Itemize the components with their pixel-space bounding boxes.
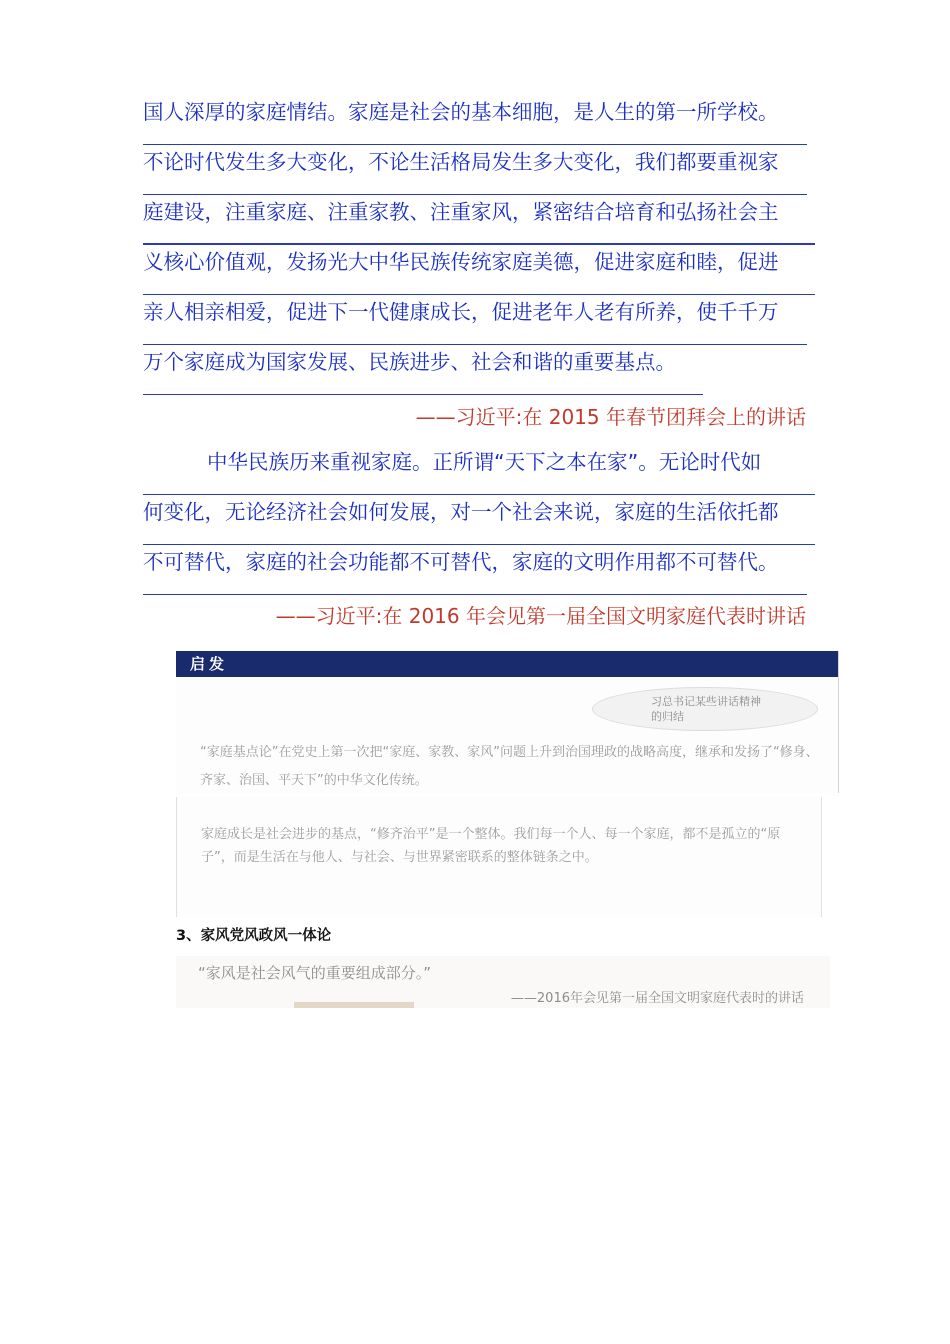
quote-2-line: 何变化，无论经济社会如何发展，对一个社会来说，家庭的生活依托都 [143,495,815,545]
family-style-panel [176,956,830,1008]
quote-1-line: 义核心价值观，发扬光大中华民族传统家庭美德，促进家庭和睦，促进 [143,245,815,295]
quote-1-line: 万个家庭成为国家发展、民族进步、社会和谐的重要基点。 [143,345,703,395]
quote-2-line: 不可替代，家庭的社会功能都不可替代，家庭的文明作用都不可替代。 [143,545,807,595]
speech-bubble-text: 习总书记某些讲话精神的归结 [651,695,761,723]
quote-2-citation: ——习近平:在 2016 年会见第一届全国文明家庭代表时讲话 [275,604,806,628]
quote-1-line: 庭建设，注重家庭、注重家教、注重家风，紧密结合培育和弘扬社会主 [143,195,815,245]
quote-1-line: 亲人相亲相爱，促进下一代健康成长，促进老年人老有所养，使千千万 [143,295,807,345]
photo-thumbnail [294,1002,414,1008]
inspiration-panel [176,651,839,793]
family-style-quote: “家风是社会风气的重要组成部分。” [198,964,432,982]
explanation-panel [176,797,822,917]
speech-bubble [592,687,818,731]
inspiration-text: “家庭基点论”在党史上第一次把“家庭、家教、家风”问题上升到治国理政的战略高度，继承和发扬了“修身、齐家、治国、平天下”的中华文化传统。 [200,745,819,788]
explanation-text: 家庭成长是社会进步的基点，“修齐治平”是一个整体。我们每一个人、每一个家庭，都不是孤立的“原子”，而是生活在与他人、与社会、与世界紧密联系的整体链条之中。 [201,827,781,865]
family-style-citation: ——2016年会见第一届全国文明家庭代表时的讲话 [510,991,804,1006]
quote-1-citation: ——习近平:在 2015 年春节团拜会上的讲话 [415,405,806,429]
inspiration-header: 启发 [176,651,838,677]
quote-1-line: 不论时代发生多大变化，不论生活格局发生多大变化，我们都要重视家 [143,145,807,195]
section-3-heading: 3、家风党风政风一体论 [176,928,332,944]
quote-1-line: 国人深厚的家庭情结。家庭是社会的基本细胞，是人生的第一所学校。 [143,95,807,145]
quote-2-line: 中华民族历来重视家庭。正所谓“天下之本在家”。无论时代如 [143,445,815,495]
